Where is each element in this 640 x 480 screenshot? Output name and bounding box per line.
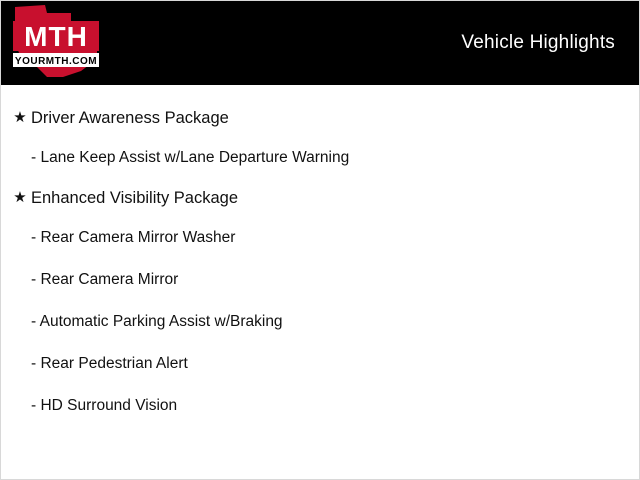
feature-row xyxy=(1,385,639,427)
package-label: Driver Awareness Package xyxy=(31,109,229,127)
svg-text:MTH: MTH xyxy=(24,21,88,52)
page-title: Vehicle Highlights xyxy=(461,32,615,53)
svg-text:YOURMTH.COM: YOURMTH.COM xyxy=(14,56,98,67)
feature-dash: - xyxy=(31,229,41,246)
star-bullet-icon: ★ xyxy=(13,109,27,126)
feature-label: Rear Camera Mirror xyxy=(40,271,179,288)
feature-row xyxy=(1,301,639,343)
feature-label: Automatic Parking Assist w/Braking xyxy=(39,313,283,330)
star-bullet-icon: ★ xyxy=(13,189,27,206)
feature-dash: - xyxy=(31,313,40,330)
feature-row xyxy=(1,259,639,301)
feature-dash: - xyxy=(31,397,41,414)
feature-row xyxy=(1,137,639,179)
page-header xyxy=(1,1,639,85)
feature-dash: - xyxy=(31,271,41,288)
feature-row xyxy=(1,217,639,259)
feature-label: HD Surround Vision xyxy=(40,397,178,414)
highlights-list xyxy=(1,85,639,427)
package-row xyxy=(1,179,639,217)
feature-dash: - xyxy=(31,149,41,166)
feature-label: Rear Pedestrian Alert xyxy=(40,355,188,372)
feature-row xyxy=(1,343,639,385)
feature-label: Lane Keep Assist w/Lane Departure Warning xyxy=(40,149,350,166)
mth-logo-graphic xyxy=(1,1,119,85)
feature-label: Rear Camera Mirror Washer xyxy=(40,229,236,246)
package-label: Enhanced Visibility Package xyxy=(31,189,238,207)
mth-wordmark-icon xyxy=(13,21,99,77)
package-row xyxy=(1,99,639,137)
feature-dash: - xyxy=(31,355,41,372)
mth-logo[interactable] xyxy=(1,1,119,85)
